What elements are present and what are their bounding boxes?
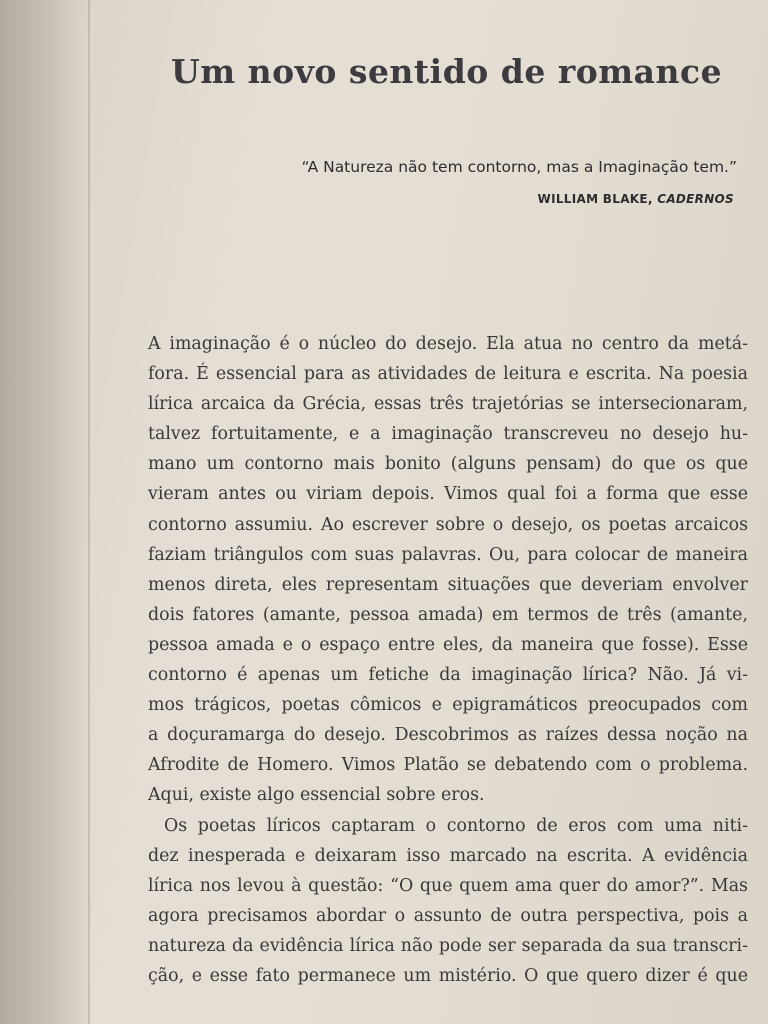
text-line: ção, e esse fato permanece um mistério. O que quero dizer é que xyxy=(148,965,748,986)
text-line: contorno é apenas um fetiche da imaginação lírica? Não. Já vi- xyxy=(148,665,748,686)
chapter-title: Um novo sentido de romance xyxy=(171,52,723,91)
text-line: agora precisamos abordar o assunto de outra perspectiva, pois a xyxy=(148,905,748,926)
epigraph-quote: “A Natureza não tem contorno, mas a Imaginação tem.” xyxy=(301,158,737,176)
body-text xyxy=(148,329,748,991)
text-line: faziam triângulos com suas palavras. Ou, para colocar de maneira xyxy=(148,544,748,565)
paragraph-2 xyxy=(148,811,748,992)
text-line: A imaginação é o núcleo do desejo. Ela atua no centro da metá- xyxy=(148,334,748,354)
text-line: fora. É essencial para as atividades de leitura e escrita. Na poesia xyxy=(148,364,748,385)
text-line: lírica arcaica da Grécia, essas três trajetórias se intersecionaram, xyxy=(148,394,748,415)
book-gutter-shadow xyxy=(0,0,92,1024)
text-line: lírica nos levou à questão: “O que quem ama quer do amor?”. Mas xyxy=(148,875,748,896)
epigraph-work: CADERNOS xyxy=(657,192,734,206)
text-line: mos trágicos, poetas cômicos e epigramáticos preocupados com xyxy=(148,695,748,716)
epigraph-attribution xyxy=(200,192,734,206)
text-line: pessoa amada e o espaço entre eles, da maneira que fosse). Esse xyxy=(148,634,748,655)
text-line: dez inesperada e deixaram isso marcado na escrita. A evidência xyxy=(148,845,748,866)
text-line: vieram antes ou viriam depois. Vimos qual foi a forma que esse xyxy=(148,484,748,505)
text-line: Afrodite de Homero. Vimos Platão se debatendo com o problema. xyxy=(148,755,748,776)
paragraph-1 xyxy=(148,329,748,811)
epigraph-author: WILLIAM BLAKE, xyxy=(537,192,653,206)
text-line: dois fatores (amante, pessoa amada) em termos de três (amante, xyxy=(148,604,748,625)
text-line: Os poetas líricos captaram o contorno de eros com uma niti- xyxy=(164,815,748,836)
text-line: a doçuramarga do desejo. Descobrimos as raízes dessa noção na xyxy=(148,725,748,746)
text-line: menos direta, eles representam situações que deveriam envolver xyxy=(148,574,748,595)
text-line: talvez fortuitamente, e a imaginação transcreveu no desejo hu- xyxy=(148,424,748,445)
text-line: contorno assumiu. Ao escrever sobre o desejo, os poetas arcaicos xyxy=(148,514,748,535)
page-edge xyxy=(88,0,90,1024)
text-line: mano um contorno mais bonito (alguns pensam) do que os que xyxy=(148,454,748,475)
text-line: natureza da evidência lírica não pode ser separada da sua transcri- xyxy=(148,935,748,956)
text-line: Aqui, existe algo essencial sobre eros. xyxy=(148,785,485,806)
